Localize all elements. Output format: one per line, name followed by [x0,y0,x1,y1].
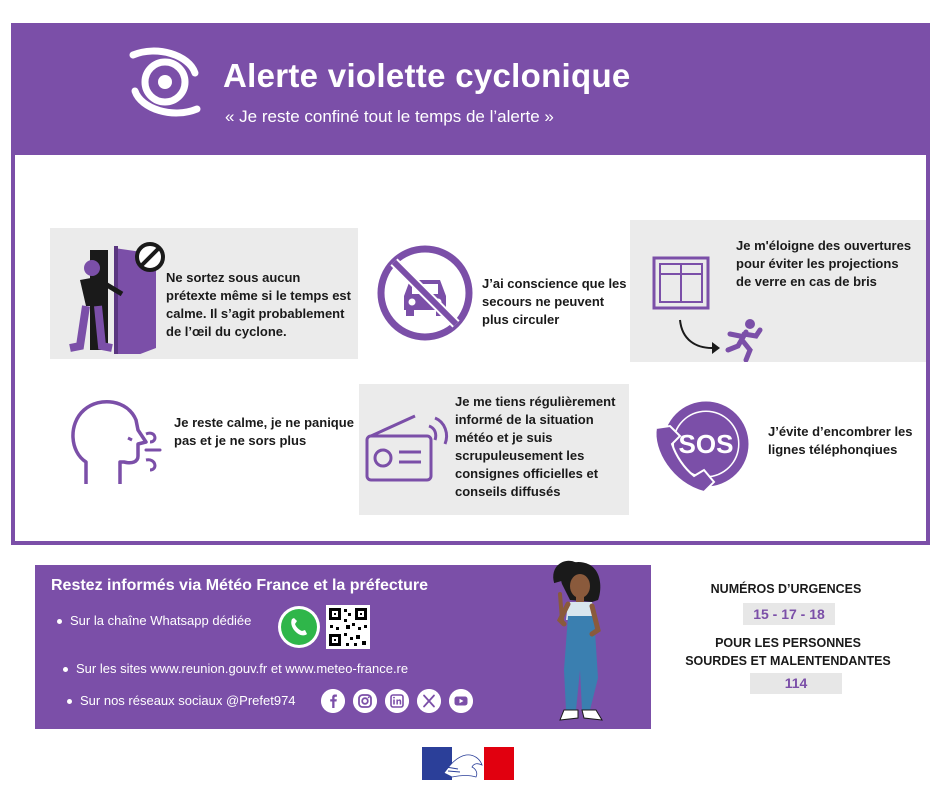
card-text: Je reste calme, je ne panique pas et je ne sors plus [174,415,354,448]
facebook-icon[interactable] [321,689,345,713]
svg-text:SOS: SOS [678,429,734,459]
card-no-rescue [368,228,628,359]
card-text: J’évite d’encombrer les lignes téléphonqiues [768,424,913,457]
calm-breathing-head-icon [66,398,170,488]
radio-icon [363,412,457,484]
bullet [63,667,68,672]
page-title: Alerte violette cyclonique [223,57,631,94]
card-text: J’ai conscience que les secours ne peuvent plus circuler [482,276,627,327]
x-icon[interactable] [417,689,441,713]
sos-phone-icon [650,398,752,498]
card-text: Je me tiens régulièrement informé de la situation météo et je suis scrupuleusement les consignes officielles et conseils diffusés [455,394,616,499]
card-away-windows [630,220,926,362]
deaf-label-line2: SOURDES ET MALENTENDANTES [685,654,891,668]
youtube-icon[interactable] [449,689,473,713]
qr-code-icon[interactable] [326,605,370,649]
card-stay-inside [50,228,358,359]
linkedin-icon[interactable] [385,689,409,713]
header-banner [15,27,926,155]
card-text: Je m'éloigne des ouvertures pour éviter les projections de verre en cas de bris [736,238,912,289]
info-title: Restez informés via Météo France et la préfecture [51,577,429,594]
republique-francaise-logo [422,747,514,780]
whatsapp-icon[interactable] [277,605,321,649]
instagram-icon[interactable] [353,689,377,713]
woman-illustration [540,560,620,738]
card-stay-informed [359,384,629,515]
deaf-number[interactable]: 114 [750,673,842,694]
urgences-numbers[interactable]: 15 - 17 - 18 [743,603,835,625]
bullet [67,699,72,704]
card-phone-lines [640,384,925,515]
info-item-whatsapp: Sur la chaîne Whatsapp dédiée [57,613,251,628]
page-subtitle: « Je reste confiné tout le temps de l’alerte » [225,107,554,126]
card-stay-calm [50,384,358,515]
info-item-socials: Sur nos réseaux sociaux @Prefet974 [67,693,296,708]
info-item-sites: Sur les sites www.reunion.gouv.fr et www.meteo-france.re [63,661,408,676]
person-door-no-entry-icon [58,236,168,354]
urgences-label: NUMÉROS D’URGENCES [710,582,862,596]
card-text: Ne sortez sous aucun prétexte même si le temps est calme. Il s’agit probablement de l’œil du cyclone. [166,270,351,339]
cyclone-icon [127,47,203,117]
bullet [57,619,62,624]
no-car-icon [376,244,474,342]
deaf-label-line1: POUR LES PERSONNES [715,636,861,650]
